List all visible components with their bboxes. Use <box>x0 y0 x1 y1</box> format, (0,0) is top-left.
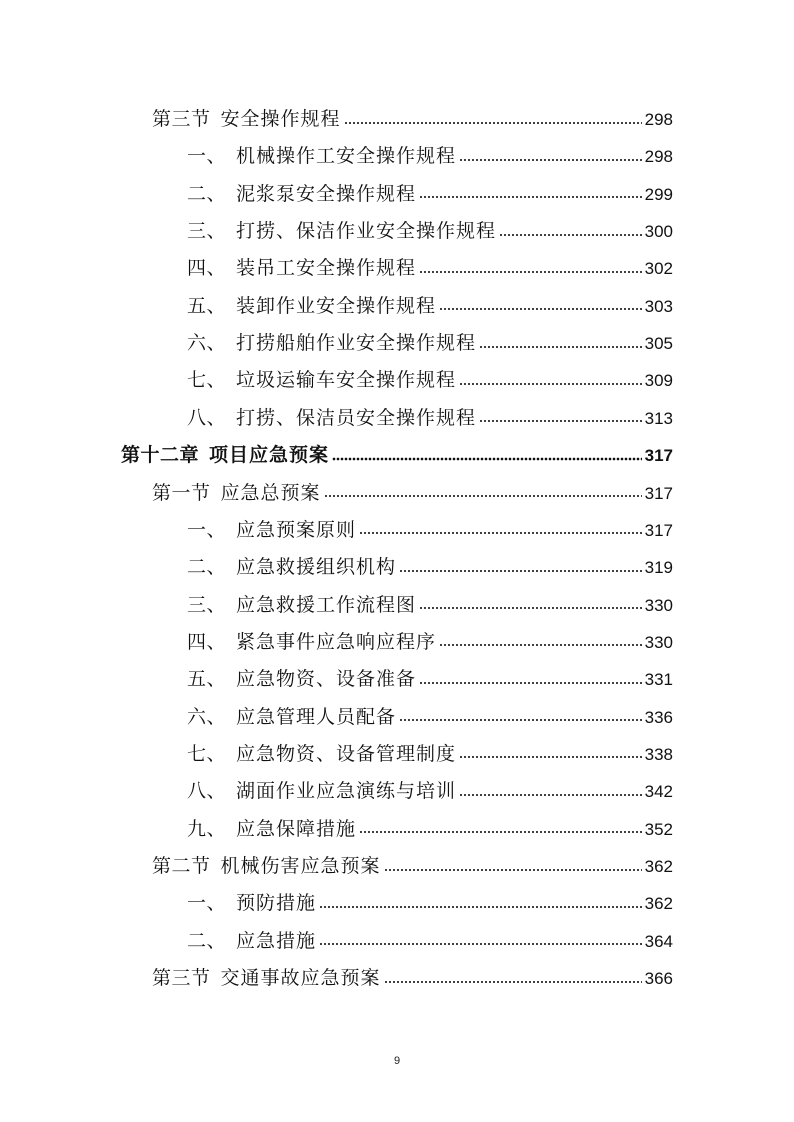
toc-entry[interactable] <box>187 288 673 325</box>
toc-entry[interactable] <box>187 661 673 698</box>
toc-entry[interactable] <box>152 101 673 138</box>
toc-entry-number: 八、 <box>187 780 227 803</box>
dot-leader <box>319 905 642 909</box>
dot-leader <box>459 382 642 386</box>
toc-entry-title: 应急物资、设备准备 <box>236 668 417 691</box>
toc-entry-title: 打捞、保洁作业安全操作规程 <box>236 220 497 243</box>
toc-entry[interactable] <box>187 587 673 624</box>
toc-entry-page-number: 305 <box>644 334 673 354</box>
dot-leader <box>459 158 642 162</box>
toc-entry-number: 七、 <box>187 742 227 765</box>
toc-entry-title: 打捞船舶作业安全操作规程 <box>236 332 477 355</box>
dot-leader <box>419 606 642 610</box>
dot-leader <box>399 569 642 573</box>
toc-entry[interactable] <box>187 362 673 399</box>
toc-entry-page-number: 317 <box>644 446 673 466</box>
dot-leader <box>384 868 642 872</box>
toc-entry-number: 四、 <box>187 257 227 280</box>
dot-leader <box>324 494 642 498</box>
dot-leader <box>332 457 642 461</box>
toc-entry-title: 预防措施 <box>236 892 317 915</box>
toc-entry[interactable] <box>187 699 673 736</box>
toc-entry-number: 第三节 <box>152 108 211 130</box>
toc-entry-page-number: 362 <box>644 857 673 876</box>
toc-entry-page-number: 330 <box>644 632 673 652</box>
toc-entry-page-number: 313 <box>644 408 673 428</box>
toc-entry-page-number: 362 <box>644 894 673 914</box>
toc-entry-title: 应急救援组织机构 <box>236 556 397 579</box>
toc-entry-page-number: 317 <box>644 520 673 540</box>
toc-entry-number: 三、 <box>187 593 227 616</box>
dot-leader <box>344 121 642 125</box>
dot-leader <box>359 830 642 834</box>
toc-entry-number: 五、 <box>187 294 227 317</box>
toc-entry-title: 装吊工安全操作规程 <box>236 257 417 280</box>
toc-entry[interactable] <box>187 138 673 175</box>
toc-entry-page-number: 342 <box>644 782 673 802</box>
toc-entry[interactable] <box>187 885 673 922</box>
toc-entry[interactable] <box>187 811 673 848</box>
toc-entry-number: 六、 <box>187 332 227 355</box>
toc-entry[interactable] <box>187 624 673 661</box>
toc-entry-page-number: 319 <box>644 558 673 578</box>
toc-entry-page-number: 303 <box>644 296 673 316</box>
toc-entry-page-number: 317 <box>644 483 673 503</box>
toc-entry-number: 二、 <box>187 556 227 579</box>
toc-entry-page-number: 364 <box>644 931 673 951</box>
toc-entry-number: 第一节 <box>152 481 211 504</box>
dot-leader <box>319 942 642 946</box>
toc-entry-page-number: 298 <box>644 147 673 167</box>
toc-entry-number: 三、 <box>187 220 227 243</box>
toc-entry-page-number: 331 <box>644 670 673 690</box>
toc-entry-page-number: 300 <box>644 222 673 242</box>
toc-entry-number: 八、 <box>187 406 227 429</box>
toc-entry-number: 四、 <box>187 630 227 653</box>
toc-entry[interactable] <box>187 325 673 362</box>
dot-leader <box>439 307 642 311</box>
dot-leader <box>384 980 642 984</box>
toc-entry-title: 应急救援工作流程图 <box>236 593 417 616</box>
toc-entry-title: 紧急事件应急响应程序 <box>236 630 437 653</box>
dot-leader <box>419 681 642 685</box>
toc-entry[interactable] <box>187 512 673 549</box>
toc-entry-number: 第十二章 <box>121 444 200 467</box>
toc-entry[interactable] <box>187 923 673 960</box>
toc-entry[interactable] <box>121 437 673 474</box>
dot-leader <box>439 643 642 647</box>
toc-entry[interactable] <box>187 213 673 250</box>
toc-entry-page-number: 309 <box>644 371 673 391</box>
toc-entry-number: 二、 <box>187 182 227 205</box>
toc-entry-number: 九、 <box>187 817 227 840</box>
toc-entry-page-number: 366 <box>644 969 673 989</box>
dot-leader <box>419 270 642 274</box>
toc-entry[interactable] <box>187 736 673 773</box>
toc-entry-page-number: 298 <box>644 110 673 129</box>
dot-leader <box>359 531 642 535</box>
dot-leader <box>479 345 642 349</box>
dot-leader <box>499 233 642 237</box>
toc-entry-page-number: 336 <box>644 707 673 727</box>
toc-entry-number: 第二节 <box>152 855 211 877</box>
toc-entry[interactable] <box>187 549 673 586</box>
toc-entry-title: 机械操作工安全操作规程 <box>236 145 457 168</box>
toc-entry[interactable] <box>187 400 673 437</box>
toc-entry[interactable] <box>187 773 673 810</box>
toc-entry-title: 应急管理人员配备 <box>236 705 397 728</box>
dot-leader <box>479 419 642 423</box>
toc-entry-number: 一、 <box>187 892 227 915</box>
toc-entry-page-number: 352 <box>644 819 673 839</box>
toc-entry[interactable] <box>152 960 673 997</box>
toc-entry-title: 交通事故应急预案 <box>220 967 381 990</box>
toc-entry-title: 应急保障措施 <box>236 817 357 840</box>
dot-leader <box>419 195 642 199</box>
toc-entry-number: 五、 <box>187 668 227 691</box>
page-number: 9 <box>393 1055 401 1067</box>
toc-entry[interactable] <box>152 475 673 512</box>
toc-entry-number: 一、 <box>187 145 227 168</box>
dot-leader <box>459 755 642 759</box>
toc-entry-title: 项目应急预案 <box>209 444 330 467</box>
toc-entry-title: 应急总预案 <box>220 481 321 504</box>
toc-entry-number: 二、 <box>187 929 227 952</box>
dot-leader <box>459 793 642 797</box>
toc-entry[interactable] <box>187 250 673 287</box>
toc-entry-title: 装卸作业安全操作规程 <box>236 294 437 317</box>
toc-entry-title: 垃圾运输车安全操作规程 <box>236 369 457 392</box>
toc-entry[interactable] <box>187 176 673 213</box>
toc-entry-title: 湖面作业应急演练与培训 <box>236 780 457 803</box>
toc-entry-page-number: 299 <box>644 184 673 204</box>
toc-entry-page-number: 338 <box>644 744 673 764</box>
toc-entry[interactable] <box>152 848 673 885</box>
toc-entry-title: 应急物资、设备管理制度 <box>236 742 457 765</box>
toc-entry-title: 打捞、保洁员安全操作规程 <box>236 406 477 429</box>
toc-entry-page-number: 330 <box>644 595 673 615</box>
toc-entry-number: 七、 <box>187 369 227 392</box>
toc-entry-page-number: 302 <box>644 259 673 279</box>
toc-entry-title: 机械伤害应急预案 <box>220 855 381 877</box>
toc-entry-title: 泥浆泵安全操作规程 <box>236 182 417 205</box>
toc-entry-title: 安全操作规程 <box>220 108 341 130</box>
toc-entry-number: 六、 <box>187 705 227 728</box>
toc-entry-title: 应急预案原则 <box>236 518 357 541</box>
toc-entry-number: 第三节 <box>152 967 211 990</box>
dot-leader <box>399 718 642 722</box>
toc-entry-number: 一、 <box>187 518 227 541</box>
toc-entry-title: 应急措施 <box>236 929 317 952</box>
